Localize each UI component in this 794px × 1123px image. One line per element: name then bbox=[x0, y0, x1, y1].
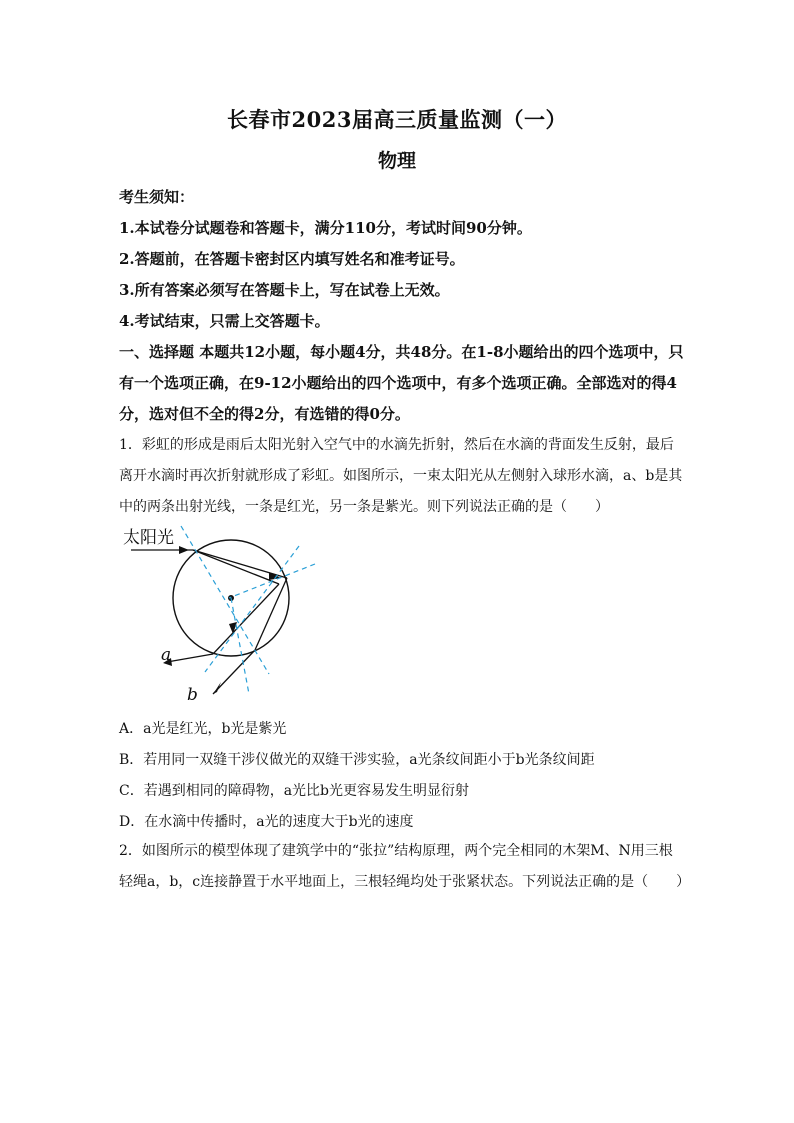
ray-a-label: a bbox=[161, 645, 172, 665]
exam-title: 长春市2023届高三质量监测（一） bbox=[227, 107, 567, 132]
normal-4 bbox=[231, 598, 249, 694]
question-1-option-d: D．在水滴中传播时，a光的速度大于b光的速度 bbox=[119, 814, 414, 830]
inner-arrow-2 bbox=[229, 622, 237, 634]
normal-1 bbox=[181, 526, 269, 674]
notice-item-2: 2.答题前，在答题卡密封区内填写姓名和准考证号。 bbox=[119, 250, 465, 268]
notice-item-1: 1.本试卷分试题卷和答题卡，满分110分，考试时间90分钟。 bbox=[119, 219, 532, 237]
incident-arrow bbox=[179, 546, 189, 554]
exam-subject: 物理 bbox=[377, 150, 416, 172]
section-1-instructions: 一、选择题 本题共12小题，每小题4分，共48分。在1-8小题给出的四个选项中，只有一个选项正确，在9-12小题给出的四个选项中，有多个选项正确。全部选对的得4分，选对但不全的得2分，有选错的得0分。 bbox=[119, 343, 684, 423]
sunlight-label: 太阳光 bbox=[123, 528, 174, 548]
notice-item-4: 4.考试结束，只需上交答题卡。 bbox=[119, 312, 330, 330]
inner-ray-upper bbox=[193, 550, 287, 578]
question-1-option-a: A．a光是红光，b光是紫光 bbox=[119, 721, 287, 737]
raindrop-figure bbox=[119, 524, 319, 710]
notice-item-3: 3.所有答案必须写在答题卡上，写在试卷上无效。 bbox=[119, 281, 450, 299]
ray-b-label: b bbox=[187, 685, 198, 705]
exit-ray-a bbox=[167, 654, 213, 662]
question-1-stem: 1．彩虹的形成是雨后太阳光射入空气中的水滴先折射，然后在水滴的背面发生反射，最后离开水滴时再次折射就形成了彩虹。如图所示，一束太阳光从左侧射入球形水滴，a、b是其中的两条出射光线，一条是红光，另一条是紫光。则下列说法正确的是（ ） bbox=[119, 437, 683, 515]
exit-arrow-b bbox=[213, 682, 221, 694]
notice-heading: 考生须知： bbox=[119, 188, 195, 206]
question-1-option-b: B．若用同一双缝干涉仪做光的双缝干涉实验，a光条纹间距小于b光条纹间距 bbox=[119, 752, 595, 768]
notice-block bbox=[119, 182, 684, 337]
question-1-option-c: C．若遇到相同的障碍物，a光比b光更容易发生明显衍射 bbox=[119, 783, 470, 799]
question-2-stem: 2．如图所示的模型体现了建筑学中的“张拉”结构原理，两个完全相同的木架M、N用三根轻绳a，b，c连接静置于水平地面上，三根轻绳均处于张紧状态。下列说法正确的是（ ） bbox=[119, 843, 691, 890]
